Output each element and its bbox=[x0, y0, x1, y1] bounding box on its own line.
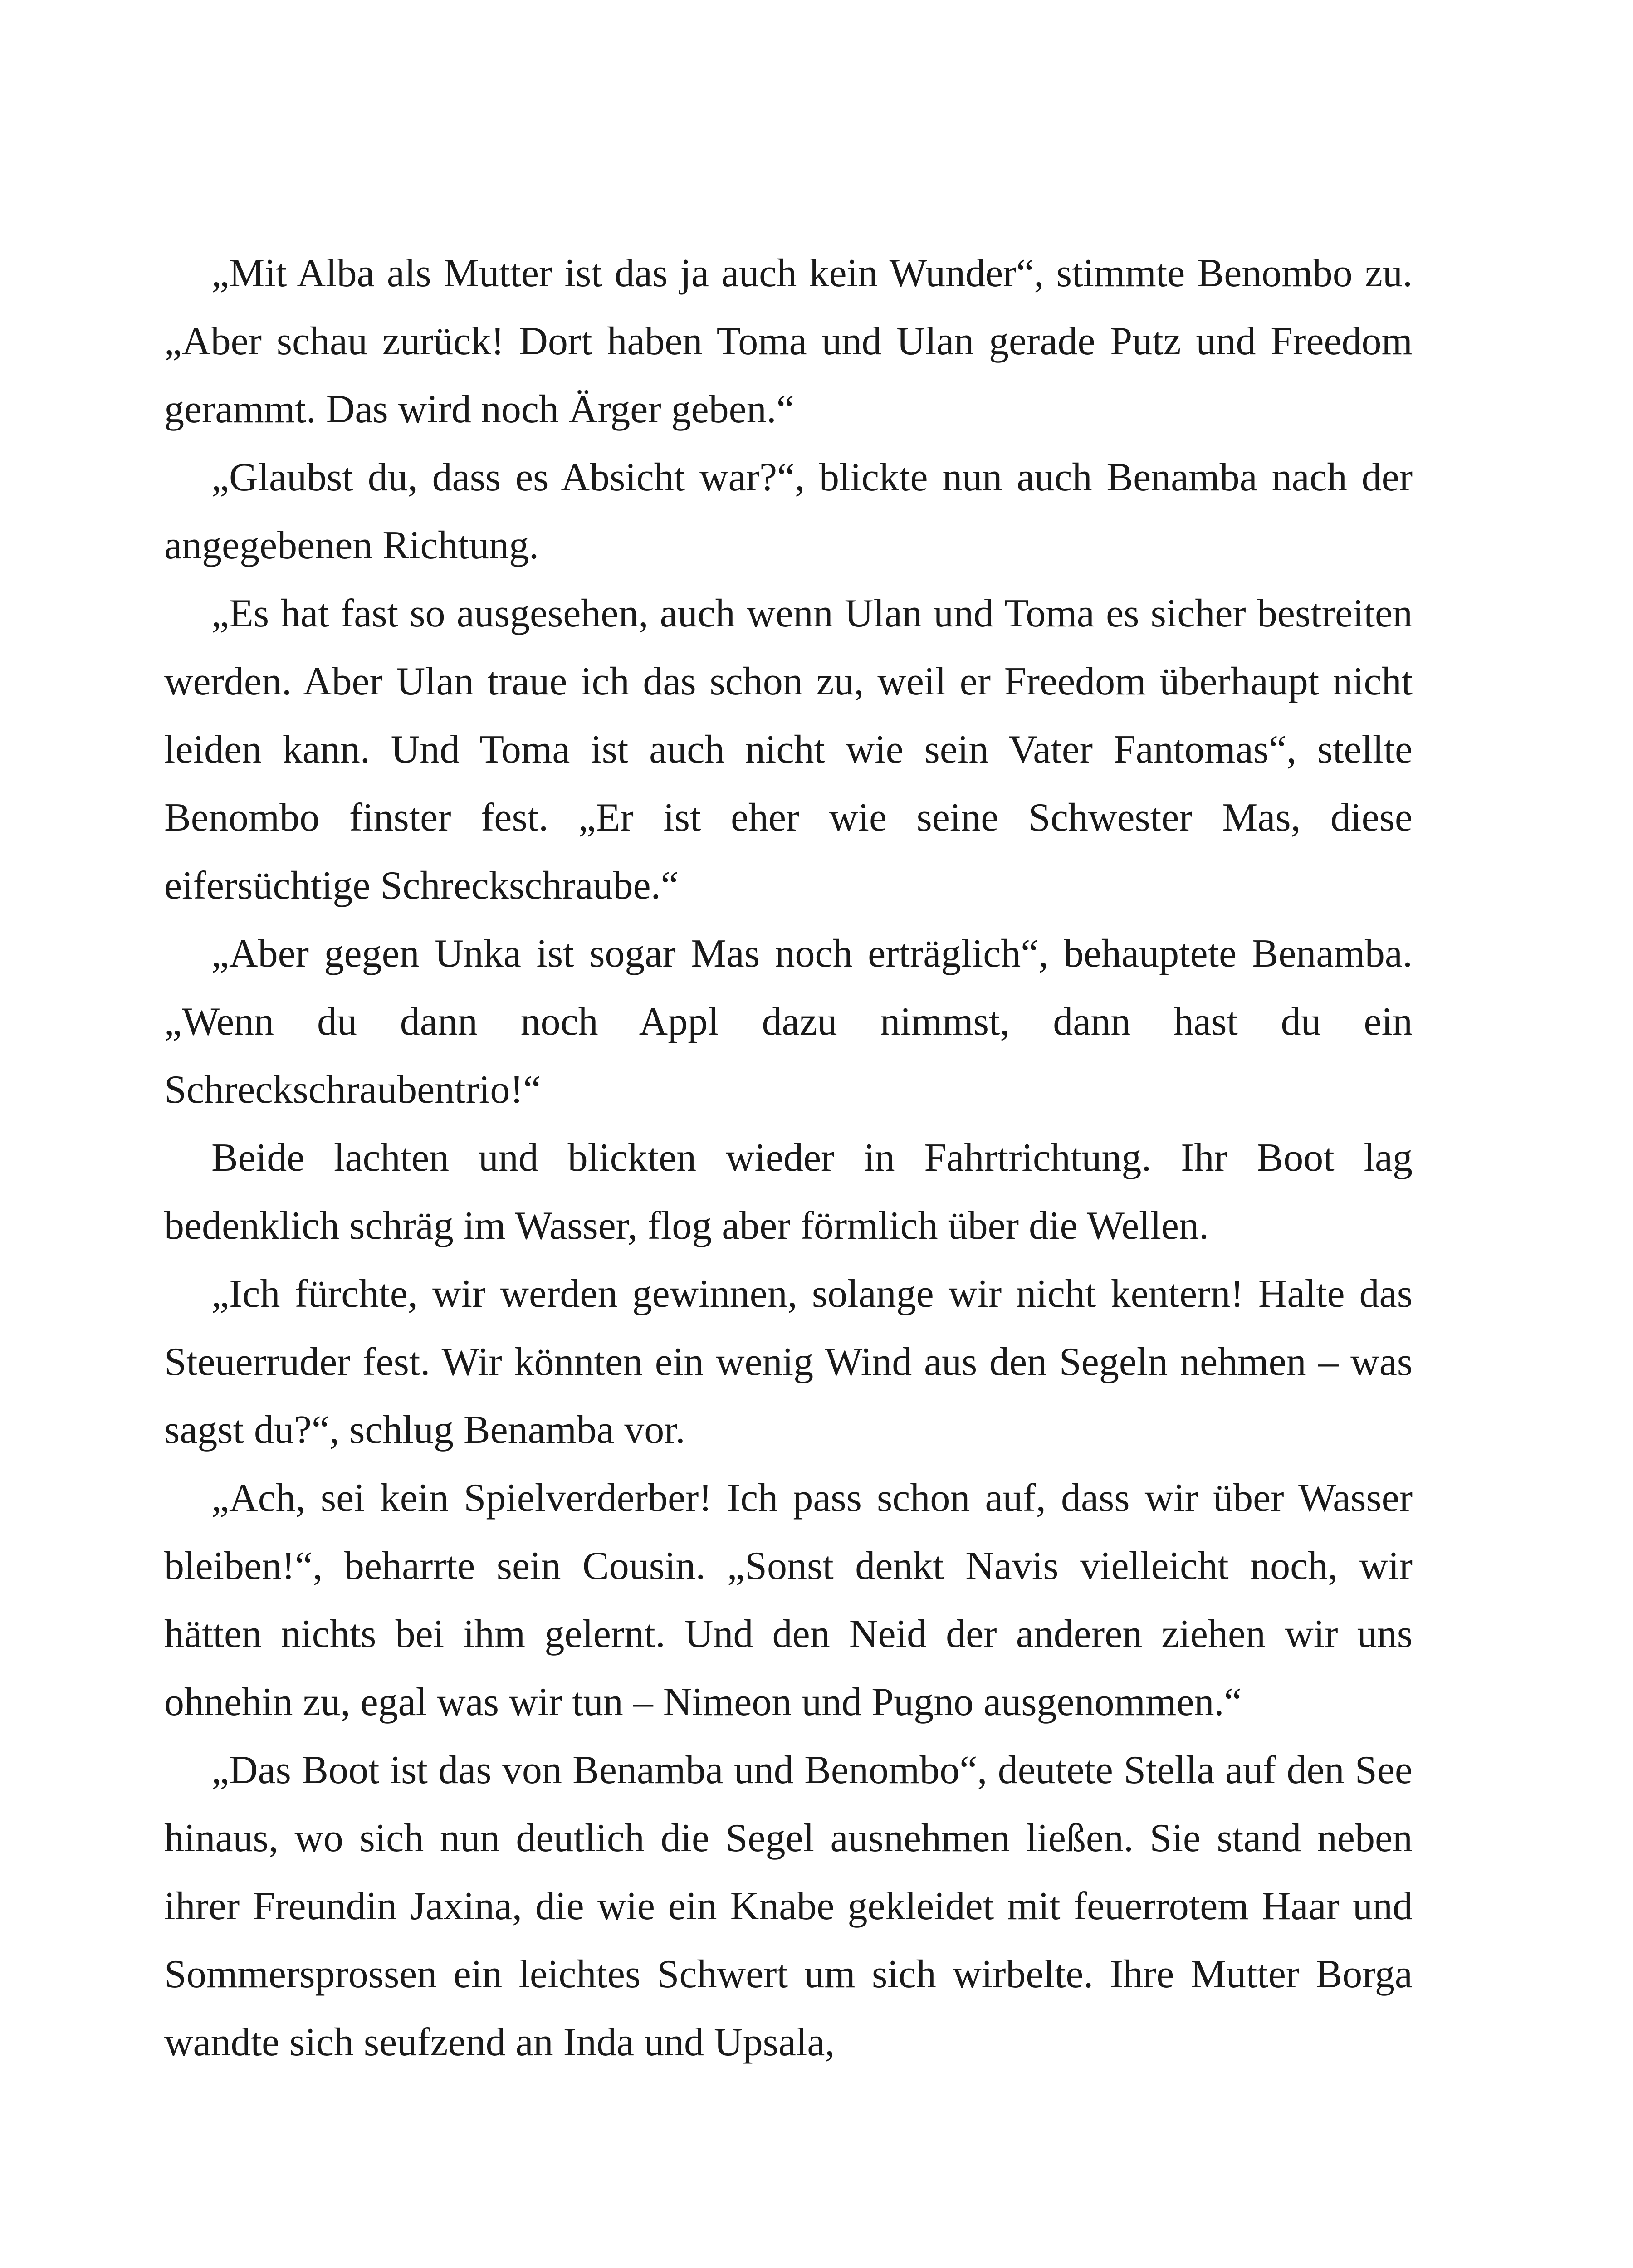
paragraph: „Ach, sei kein Spielverderber! Ich pass schon auf, dass wir über Wasser bleiben!“, beharrte sein Cousin. „Sonst denkt Navis vielleicht noch, wir hätten nichts bei ihm gelernt. Und den Neid der anderen ziehen wir uns ohnehin zu, egal was wir tun – Nimeon und Pugno ausgenommen.“ bbox=[164, 1476, 1413, 1724]
paragraph: Beide lachten und blickten wieder in Fahrtrichtung. Ihr Boot lag bedenklich schräg im Wasser, flog aber förmlich über die Wellen. bbox=[164, 1136, 1413, 1248]
body-text bbox=[164, 240, 1413, 2077]
paragraph: „Aber gegen Unka ist sogar Mas noch erträglich“, behauptete Benamba. „Wenn du dann noch Appl dazu nimmst, dann hast du ein Schreckschraubentrio!“ bbox=[164, 932, 1413, 1112]
paragraph: „Mit Alba als Mutter ist das ja auch kein Wunder“, stimmte Benombo zu. „Aber schau zurück! Dort haben Toma und Ulan gerade Putz und Freedom gerammt. Das wird noch Ärger geben.“ bbox=[164, 251, 1413, 431]
paragraph: „Es hat fast so ausgesehen, auch wenn Ulan und Toma es sicher bestreiten werden. Aber Ulan traue ich das schon zu, weil er Freedom überhaupt nicht leiden kann. Und Toma ist auch nicht wie sein Vater Fantomas“, stellte Benombo finster fest. „Er ist eher wie seine Schwester Mas, diese eifersüchtige Schreckschraube.“ bbox=[164, 591, 1413, 908]
paragraph: „Glaubst du, dass es Absicht war?“, blickte nun auch Benamba nach der angegebenen Richtung. bbox=[164, 455, 1413, 567]
paragraph: „Das Boot ist das von Benamba und Benombo“, deutete Stella auf den See hinaus, wo sich nun deutlich die Segel ausnehmen ließen. Sie stand neben ihrer Freundin Jaxina, die wie ein Knabe gekleidet mit feuerrotem Haar und Sommersprossen ein leichtes Schwert um sich wirbelte. Ihre Mutter Borga wandte sich seufzend an Inda und Upsala, bbox=[164, 1748, 1413, 2064]
paragraph: „Ich fürchte, wir werden gewinnen, solange wir nicht kentern! Halte das Steuerruder fest. Wir könnten ein wenig Wind aus den Segeln nehmen – was sagst du?“, schlug Benamba vor. bbox=[164, 1272, 1413, 1452]
